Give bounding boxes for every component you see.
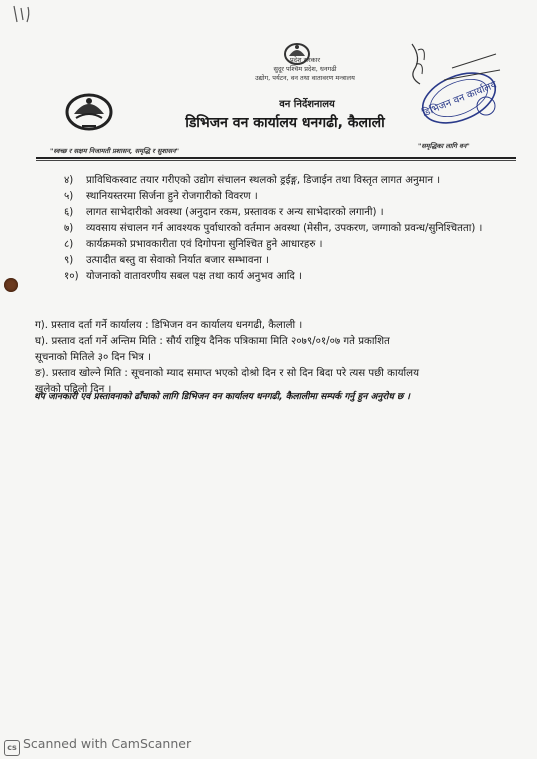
contact-note: थप जानकारी एवं प्रस्तावनाको ढाँचाको लागि डिभिजन वन कार्यालय धनगढी, कैलालीमा सम्पर्क गर्नु हुन अनुरोध छ । — [34, 392, 410, 402]
section-gha-cont: सूचनाको मितिले ३० दिन भित्र । — [35, 352, 151, 363]
scanner-watermark — [4, 736, 191, 756]
list-item: ५) स्थानियस्तरमा सिर्जना हुने रोजगारीको विवरण । — [64, 191, 258, 202]
header-government-lines — [230, 56, 380, 83]
svg-text:डिभिजन वन कार्यालय: डिभिजन वन कार्यालय — [420, 79, 499, 120]
office-stamp-signature — [404, 40, 504, 130]
header-rule — [36, 157, 516, 159]
list-item: ६) लागत साभेदारीको अवस्था (अनुदान रकम, प्रस्तावक र अन्य साभेदारको लगानी) । — [64, 207, 384, 218]
header-office-title: डिभिजन वन कार्यालय धनगढी, कैलाली — [185, 115, 385, 131]
motto-left: "स्वच्छ र सक्षम निजामती प्रशासन, समृद्धि र सुशासन" — [50, 147, 179, 155]
list-item: ९) उत्पादीत बस्तु वा सेवाको निर्यात बजार सम्भावना । — [64, 255, 269, 266]
section-nga: ङ). प्रस्ताव खोल्ने मिति : सूचनाको म्याद समाप्त भएको दोश्रो दिन र सो दिन बिदा परे त्यस पछी कार्यालय — [35, 368, 419, 379]
header-line-location: सुदूर पश्चिम प्रदेश, धनगढी — [273, 65, 337, 73]
list-item: ८) कार्यक्रमको प्रभावकारीता एवं दिगोपना सुनिश्चित हुने आधारहरु । — [64, 239, 323, 250]
header-rule-thin — [36, 160, 516, 161]
requirements-list — [64, 173, 514, 285]
motto-right: "समृद्धिका लागि वन" — [418, 142, 470, 150]
section-gha: घ). प्रस्ताव दर्ता गर्ने अन्तिम मिति : सौर्य राष्ट्रिय दैनिक पत्रिकामा मिति २०७९/०१/०७ गते प्रकाशित — [35, 336, 390, 347]
list-item: ७) व्यवसाय संचालन गर्न आवश्यक पुर्वाधारको वर्तमान अवस्था (मेसीन, उपकरण, जग्गाको प्रवन्ध/सुनिश्चितता) । — [64, 223, 483, 234]
nepal-emblem-icon — [62, 88, 116, 132]
header-line-province: प्रदेश सरकार — [289, 56, 321, 64]
section-nga-cont: खुलेको पहिलो दिन । — [35, 384, 112, 395]
section-ga: ग). प्रस्ताव दर्ता गर्ने कार्यालय : डिभिजन वन कार्यालय धनगढी, कैलाली । — [35, 320, 303, 331]
proposal-details — [35, 318, 515, 398]
list-item: ४) प्राविधिकस्वाट तयार गरीएको उद्योग संचालन स्थलको ड्रईङ्ग, डिजाईन तथा विस्तृत लागत अनुमान । — [64, 175, 441, 186]
header-department: वन निर्देशनालय — [279, 99, 335, 110]
scanner-text: Scanned with CamScanner — [23, 736, 192, 751]
camscanner-logo-icon: cs — [4, 740, 20, 756]
list-item: १०) योजनाको वातावरणीय सबल पक्ष तथा कार्य अनुभव आदि । — [64, 271, 302, 282]
corner-pen-mark — [8, 4, 38, 26]
header-line-ministry: उद्योग, पर्यटन, वन तथा वातावरण मन्त्रालय — [255, 74, 355, 82]
punch-hole — [4, 278, 18, 292]
